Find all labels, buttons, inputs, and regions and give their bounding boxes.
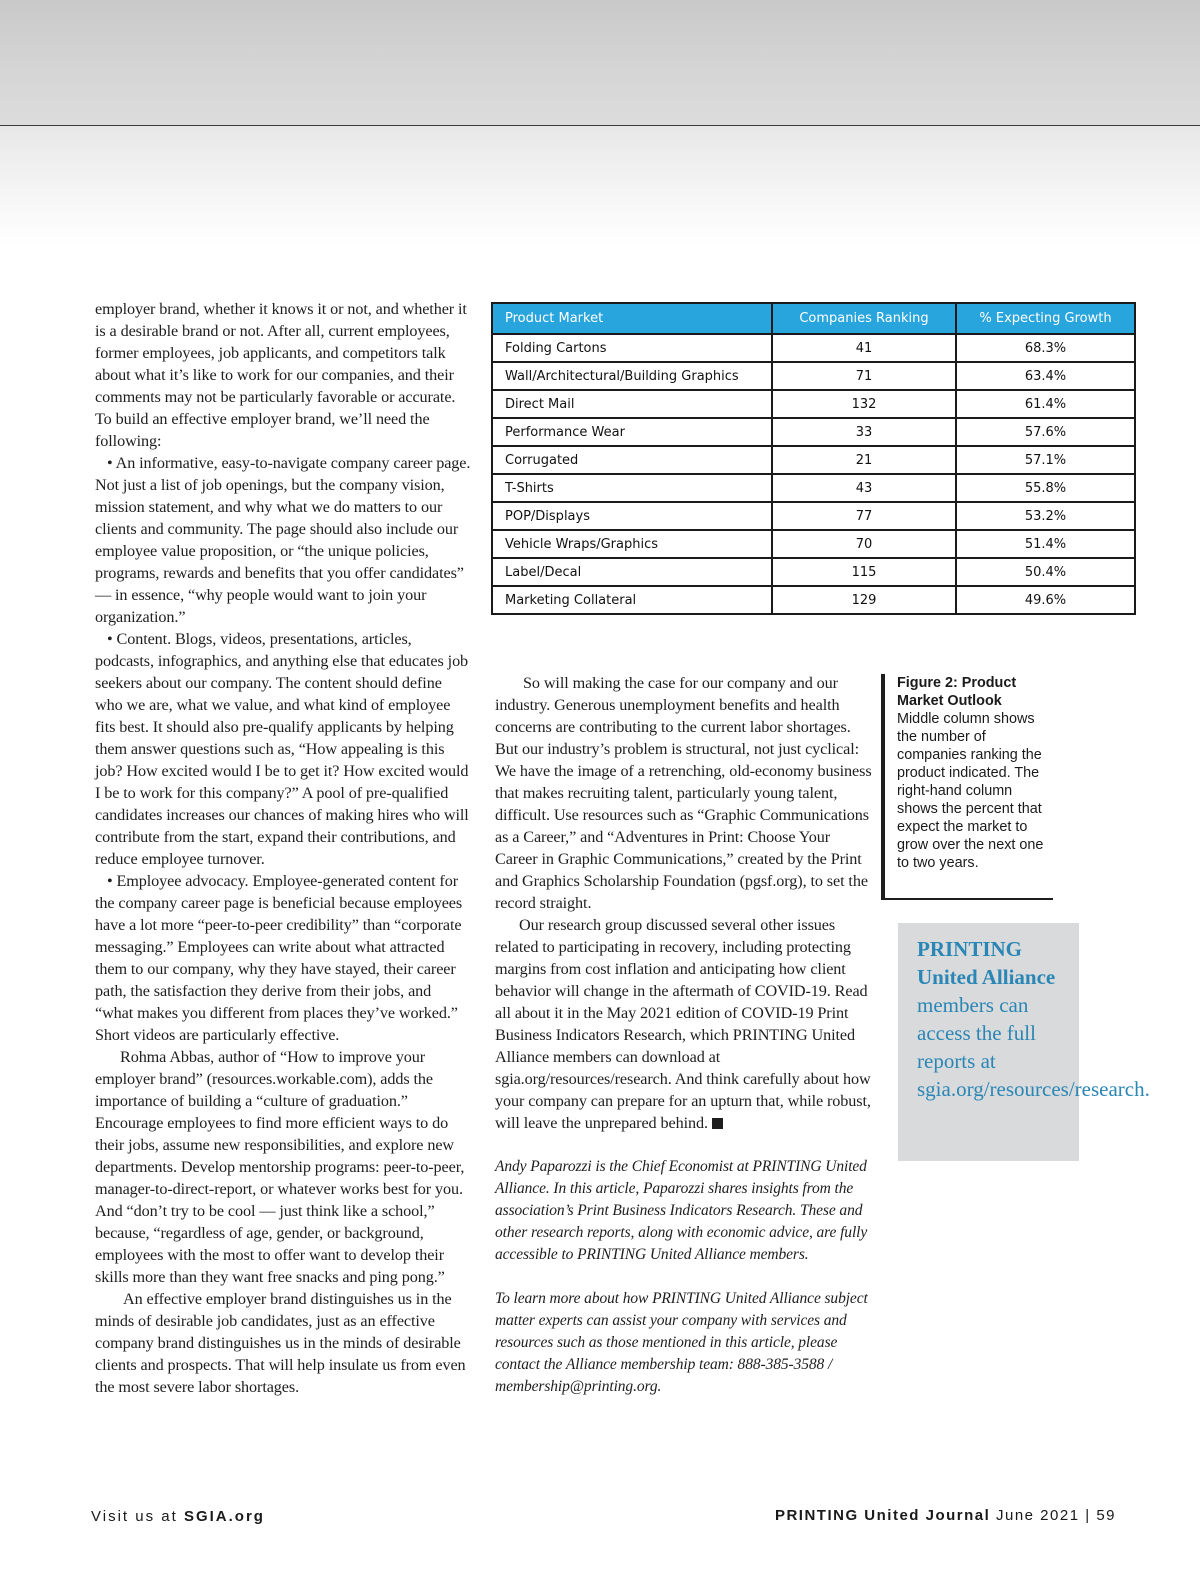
ranking-cell: 71 — [772, 362, 956, 390]
ranking-cell: 33 — [772, 418, 956, 446]
figure-caption — [881, 674, 1053, 900]
table-row — [492, 502, 1135, 530]
header-gradient — [0, 126, 1200, 246]
issue-date: June 2021 — [995, 1507, 1080, 1524]
table-header-row — [492, 303, 1135, 334]
header-gray-band — [0, 0, 1200, 126]
table-row — [492, 586, 1135, 614]
caption-title: Figure 2: Product Market Outlook — [897, 675, 1017, 709]
growth-cell: 53.2% — [956, 502, 1135, 530]
market-cell: Performance Wear — [492, 418, 772, 446]
ranking-cell: 77 — [772, 502, 956, 530]
ranking-cell: 41 — [772, 334, 956, 362]
table-row — [492, 446, 1135, 474]
ranking-cell: 132 — [772, 390, 956, 418]
product-market-table — [491, 302, 1136, 615]
ranking-cell: 115 — [772, 558, 956, 586]
growth-cell: 68.3% — [956, 334, 1135, 362]
market-cell: Folding Cartons — [492, 334, 772, 362]
paragraph — [495, 914, 873, 1134]
growth-cell: 63.4% — [956, 362, 1135, 390]
growth-cell: 51.4% — [956, 530, 1135, 558]
market-cell: POP/Displays — [492, 502, 772, 530]
table-row — [492, 390, 1135, 418]
paragraph: So will making the case for our company and our industry. Generous unemployment benefits and health concerns are contributing to the current labor shortages. But our industry’s problem is structural, not just cyclical: We have the image of a retrenching, old-economy business that makes recruiting talent, particularly young talent, difficult. Use resources such as “Graphic Communications as a Career,” and “Adventures in Print: Choose Your Career in Graphic Communications,” created by the Print and Graphics Scholarship Foundation (pgsf.org), to set the record straight. — [495, 674, 872, 912]
ranking-cell: 21 — [772, 446, 956, 474]
paragraph: Rohma Abbas, author of “How to improve your employer brand” (resources.workable.com), adds the importance of building a “culture of graduation.” Encourage employees to find more efficient ways to do their jobs, assume new responsibilities, and explore new departments. Develop mentorship programs: peer-to-peer, manager-to-direct-report, or whatever works best for you. And “don’t try to be cool — just think like a school,” because, “regardless of age, gender, or background, employees with the most to offer want to develop their skills more than they want free snacks and ping pong.” — [95, 1048, 465, 1286]
table-row — [492, 530, 1135, 558]
footer-separator: | — [1085, 1507, 1091, 1524]
market-cell: Wall/Architectural/Building Graphics — [492, 362, 772, 390]
left-article-column — [95, 298, 471, 1398]
footer-site-link[interactable]: SGIA.org — [183, 1508, 265, 1525]
growth-cell: 61.4% — [956, 390, 1135, 418]
bullet-content: • Content. Blogs, videos, presentations, articles, podcasts, infographics, and anything else that educates job seekers about our company. The content should define who we are, what we value, and what kind of employee fits best. It should also pre-qualify applicants by helping them answer questions such as, “How appealing is this job? How excited would I be to get it? How excited would I be to work for this company?” A pool of pre-qualified candidates increases our chances of making hires who will contribute from the start, expand their contributions, and reduce employee turnover. — [95, 630, 469, 868]
growth-cell: 57.6% — [956, 418, 1135, 446]
callout-brand: PRINTING United Alliance — [917, 937, 1056, 989]
paragraph: An effective employer brand distinguishes us in the minds of desirable job candidates, just as an effective company brand distinguishes us in the minds of desirable clients and prospects. That will help insulate us from even the most severe labor shortages. — [95, 1290, 466, 1396]
growth-cell: 49.6% — [956, 586, 1135, 614]
middle-article-column — [495, 672, 873, 1398]
footer-visit-prefix: Visit us at — [91, 1508, 178, 1525]
market-cell: Corrugated — [492, 446, 772, 474]
table-row — [492, 362, 1135, 390]
market-cell: Marketing Collateral — [492, 586, 772, 614]
ranking-cell: 129 — [772, 586, 956, 614]
growth-cell: 50.4% — [956, 558, 1135, 586]
contact-note: To learn more about how PRINTING United Alliance subject matter experts can assist your company with services and resources such as those mentioned in this article, please contact the Alliance membership team: 888-385-3588 / membership@printing.org. — [495, 1290, 868, 1395]
table-row — [492, 418, 1135, 446]
footer-visit — [91, 1508, 265, 1525]
paragraph: employer brand, whether it knows it or not, and whether it is a desirable brand or not. After all, current employees, former employees, job applicants, and competitors talk about what it’s like to work for our companies, and their comments may not be particularly favorable or accurate. To build an effective employer brand, we’ll need the following: — [95, 300, 467, 450]
journal-name: PRINTING United Journal — [774, 1507, 991, 1524]
bullet-employee-advocacy: • Employee advocacy. Employee-generated content for the company career page is beneficial because employees have a lot more “peer-to-peer credibility” than “corporate messaging.” Employees can write about what attracted them to our company, why they have stayed, their career path, the satisfaction they derive from their jobs, and “what makes you different from places they’ve worked.” Short videos are particularly effective. — [95, 872, 463, 1044]
market-cell: T-Shirts — [492, 474, 772, 502]
paragraph-text: Our research group discussed several other issues related to participating in recovery, including protecting margins from cost inflation and anticipating how client behavior will change in the aftermath of COVID-19. Read all about it in the May 2021 edition of COVID-19 Print Business Indicators Research, which PRINTING United Alliance members can download at sgia.org/resources/research. And think carefully about how your company can prepare for an upturn that, while robust, will leave the unprepared behind. — [495, 916, 871, 1132]
market-cell: Vehicle Wraps/Graphics — [492, 530, 772, 558]
member-callout-box — [898, 923, 1150, 1161]
ranking-cell: 70 — [772, 530, 956, 558]
page-number: 59 — [1096, 1507, 1116, 1524]
table-row — [492, 474, 1135, 502]
market-cell: Direct Mail — [492, 390, 772, 418]
ranking-cell: 43 — [772, 474, 956, 502]
footer-journal-info — [775, 1507, 1116, 1524]
column-header: % Expecting Growth — [956, 303, 1135, 334]
table-row — [492, 334, 1135, 362]
table-row — [492, 558, 1135, 586]
column-header: Product Market — [492, 303, 772, 334]
bullet-career-page: • An informative, easy-to-navigate company career page. Not just a list of job openings, but the company vision, mission statement, and why what we do matters to our clients and community. The page should also include our employee value proposition, or “the unique policies, programs, rewards and benefits that you offer candidates” — in essence, “why people would want to join your organization.” — [95, 454, 471, 626]
caption-body: Middle column shows the number of companies ranking the product indicated. The right-hand column shows the percent that expect the market to grow over the next one to two years. — [897, 711, 1044, 871]
column-header: Companies Ranking — [772, 303, 956, 334]
end-of-article-mark — [712, 1118, 723, 1129]
growth-cell: 55.8% — [956, 474, 1135, 502]
author-bio: Andy Paparozzi is the Chief Economist at PRINTING United Alliance. In this article, Paparozzi shares insights from the association’s Print Business Indicators Research. These and other research reports, along with economic advice, are fully accessible to PRINTING United Alliance members. — [495, 1158, 868, 1263]
market-cell: Label/Decal — [492, 558, 772, 586]
growth-cell: 57.1% — [956, 446, 1135, 474]
callout-text: members can access the full reports at sgia.org/resources/research. — [917, 993, 1150, 1101]
